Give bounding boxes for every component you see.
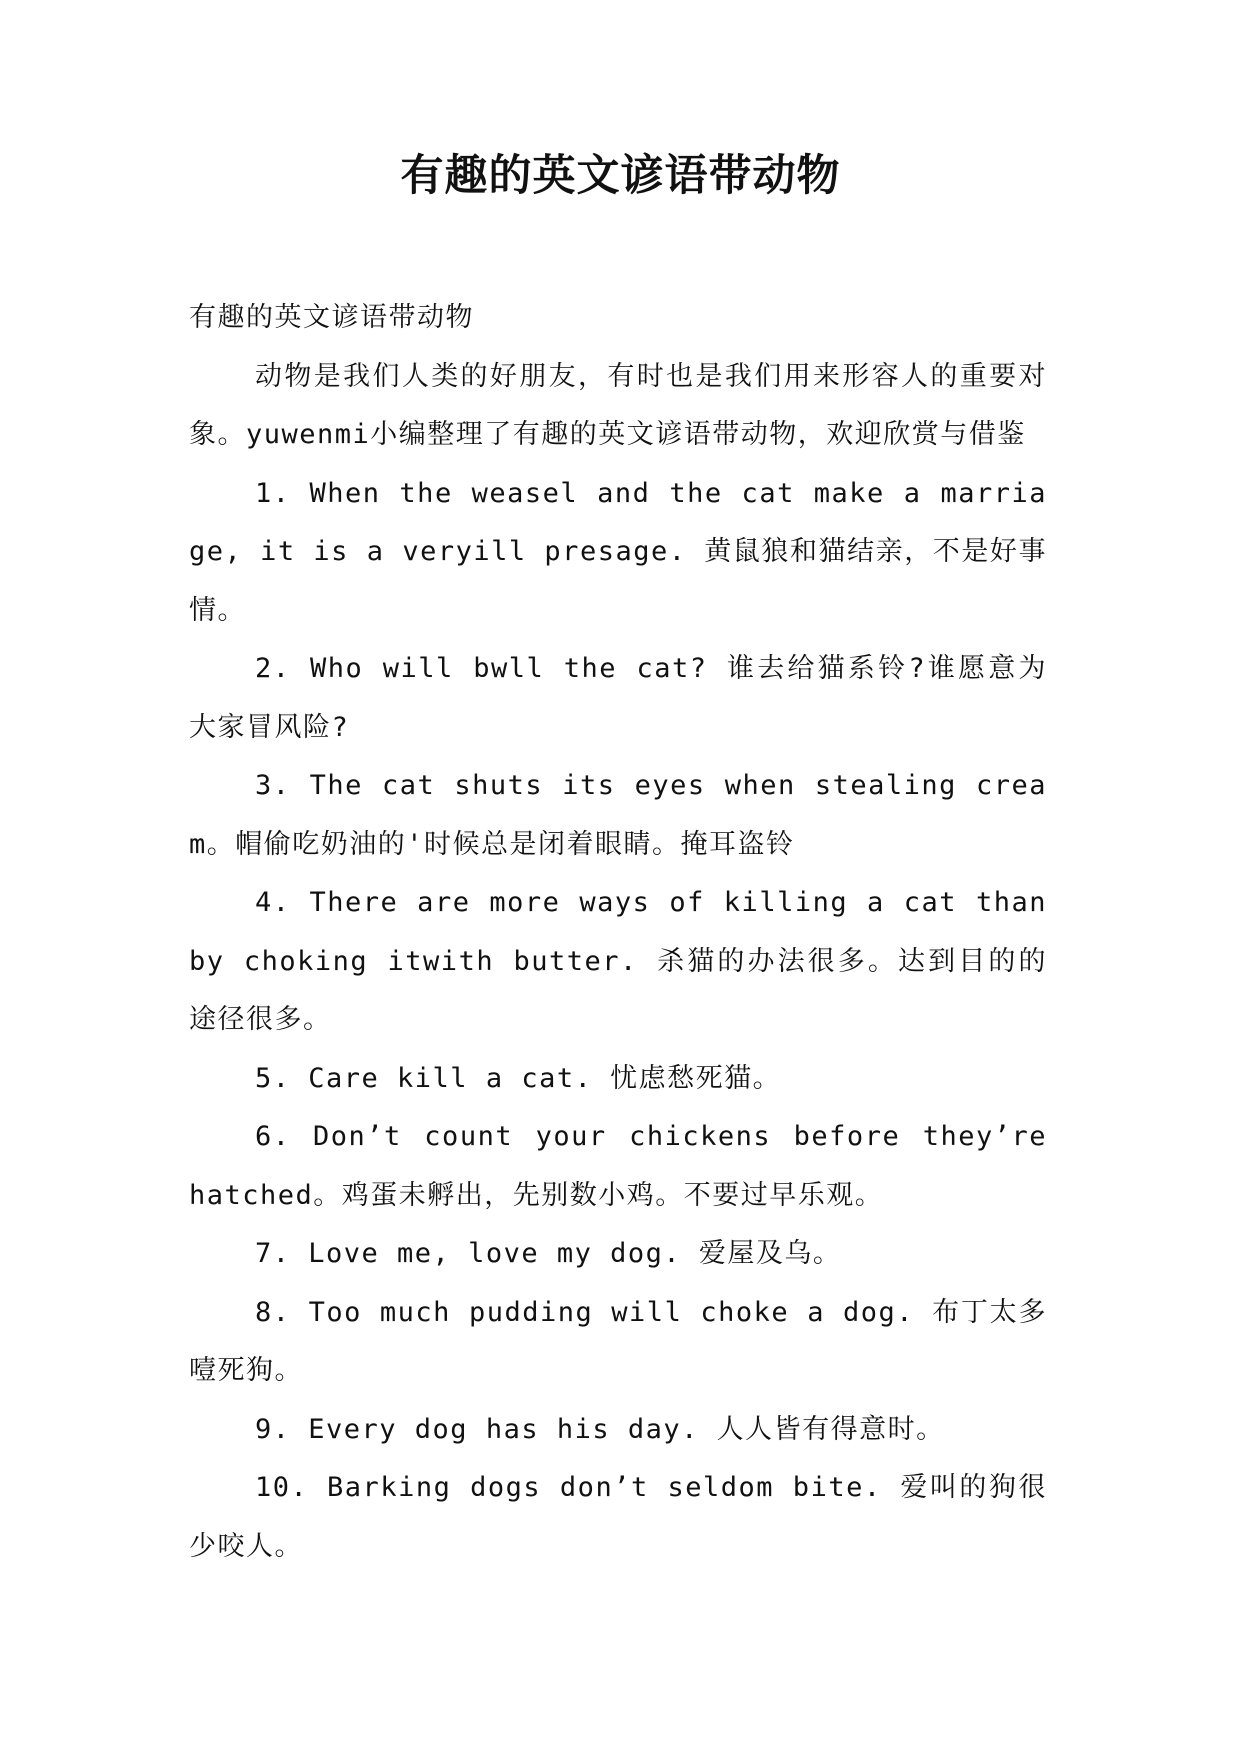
proverb-item-2: 2. Who will bwll the cat? 谁去给猫系铃?谁愿意为大家冒风险? (189, 653, 1047, 743)
document-subtitle: 有趣的英文谚语带动物 (189, 302, 474, 333)
document-body (189, 289, 1047, 1576)
proverb-item-5: 5. Care kill a cat. 忧虑愁死猫。 (255, 1062, 782, 1094)
proverb-item-3: 3. The cat shuts its eyes when stealing cream。帽偷吃奶油的'时候总是闭着眼睛。掩耳盗铃 (189, 770, 1047, 860)
proverb-item-9: 9. Every dog has his day. 人人皆有得意时。 (255, 1413, 945, 1445)
proverb-item-4: 4. There are more ways of killing a cat than by choking itwith butter. 杀猫的办法很多。达到目的的途径很多。 (189, 887, 1047, 1035)
proverb-item-10: 10. Barking dogs don’t seldom bite. 爱叫的狗很少咬人。 (189, 1472, 1047, 1562)
document-title: 有趣的英文谚语带动物 (400, 151, 841, 201)
intro-paragraph: 动物是我们人类的好朋友，有时也是我们用来形容人的重要对象。yuwenmi小编整理了有趣的英文谚语带动物，欢迎欣赏与借鉴 (189, 360, 1047, 450)
proverb-item-8: 8. Too much pudding will choke a dog. 布丁太多噎死狗。 (189, 1296, 1047, 1386)
proverb-item-6: 6. Don’t count your chickens before they’re hatched。鸡蛋未孵出，先别数小鸡。不要过早乐观。 (189, 1121, 1047, 1211)
proverb-item-1: 1. When the weasel and the cat make a marriage, it is a veryill presage. 黄鼠狼和猫结亲，不是好事情。 (189, 477, 1047, 626)
proverb-item-7: 7. Love me, love my dog. 爱屋及乌。 (255, 1238, 842, 1269)
